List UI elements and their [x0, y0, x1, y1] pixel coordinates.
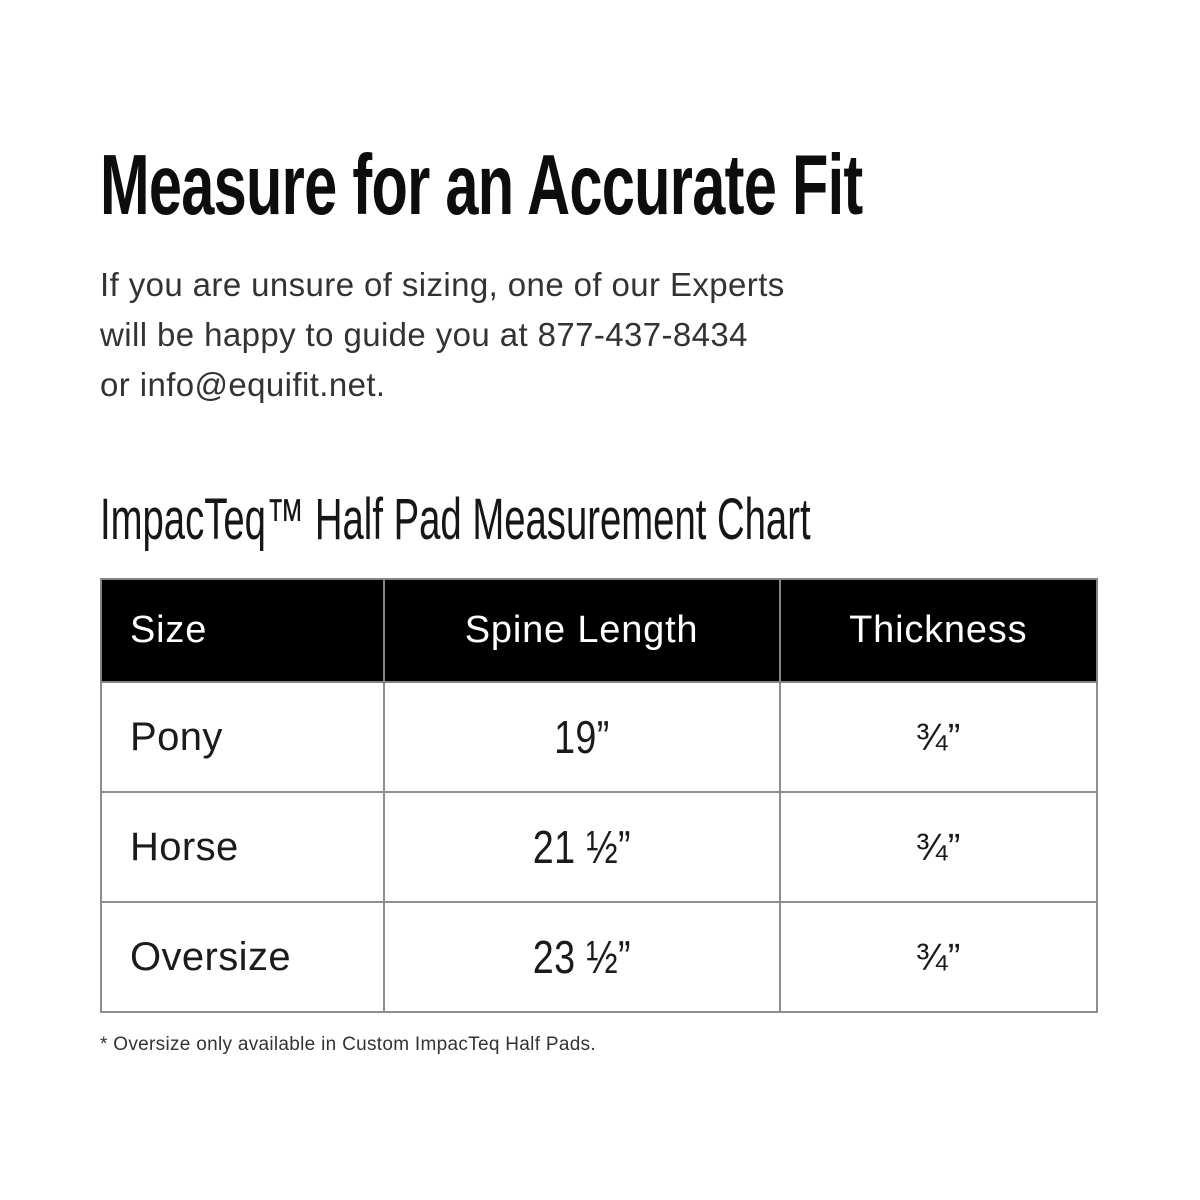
table-row: [101, 792, 1097, 902]
column-header-spine-length: Spine Length: [384, 579, 780, 682]
page-title: Measure for an Accurate Fit: [100, 138, 863, 233]
spine-length-cell: [384, 792, 780, 902]
spine-length-cell: [384, 682, 780, 792]
spine-length-value: 21 ½”: [532, 821, 631, 873]
measurement-chart-title: ImpacTeq™ Half Pad Measurement Chart: [100, 487, 811, 552]
intro-line: If you are unsure of sizing, one of our Experts: [100, 266, 785, 303]
size-cell: Oversize: [101, 902, 384, 1012]
intro-line: will be happy to guide you at 877-437-8434: [100, 316, 748, 353]
table-row: [101, 902, 1097, 1012]
thickness-value: ¾”: [915, 826, 961, 869]
spine-length-value: 23 ½”: [532, 931, 631, 983]
oversize-footnote: * Oversize only available in Custom ImpacTeq Half Pads.: [100, 1034, 596, 1055]
spine-length-value: 19”: [553, 711, 610, 763]
table-header: [101, 579, 1097, 682]
thickness-value: ¾”: [915, 716, 961, 759]
column-header-size: Size: [101, 579, 384, 682]
thickness-value: ¾”: [915, 936, 961, 979]
measurement-table: [100, 578, 1098, 1013]
header-row: [101, 579, 1097, 682]
table-body: [101, 682, 1097, 1012]
size-cell: Horse: [101, 792, 384, 902]
intro-paragraph: [100, 260, 785, 410]
size-cell: Pony: [101, 682, 384, 792]
table-row: [101, 682, 1097, 792]
thickness-cell: [780, 682, 1097, 792]
intro-line: or info@equifit.net.: [100, 366, 386, 403]
column-header-thickness: Thickness: [780, 579, 1097, 682]
thickness-cell: [780, 792, 1097, 902]
spine-length-cell: [384, 902, 780, 1012]
thickness-cell: [780, 902, 1097, 1012]
